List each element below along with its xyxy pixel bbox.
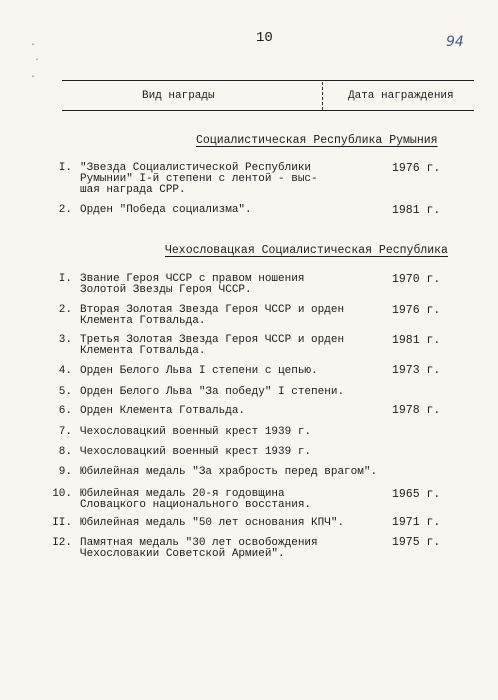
item-number: 7. [58,426,72,438]
section-title-romania: Социалистическая Республика Румыния [196,134,438,147]
item-text-line: Клемента Готвальда. [80,315,206,327]
item-number: 6. [58,405,72,417]
item-number: 2. [58,304,72,316]
item-text-line: Памятная медаль "30 лет освобождения [80,537,318,549]
item-text-line: Звание Героя ЧССР с правом ношения [80,273,305,285]
item-text-line: Румынии" I-й степени с лентой - выс- [80,173,318,185]
table-top-rule [62,80,474,81]
margin-mark: · [30,72,37,83]
item-number: 5. [58,386,72,398]
item-date: 1981 г. [392,334,441,347]
item-number: I2. [52,537,72,549]
item-date: 1978 г. [392,404,441,417]
item-date: 1981 г. [392,204,441,217]
item-date: 1971 г. [392,516,441,529]
item-date: 1976 г. [392,162,441,175]
item-text-line: "Звезда Социалистической Республики [80,162,312,174]
header-column-separator [322,82,323,110]
item-text-line: Клемента Готвальда. [80,345,206,357]
item-number: 10. [52,488,72,500]
item-date: 1973 г. [392,364,441,377]
item-number: I. [58,162,72,174]
item-number: I. [58,273,72,285]
item-number: 3. [58,334,72,346]
item-text-line: Юбилейная медаль "50 лет основания КПЧ". [80,517,345,529]
section-title-czechoslovakia: Чехословацкая Социалистическая Республика [165,244,448,257]
page-number: 10 [256,30,273,46]
item-text-line: Орден Белого Льва "За победу" I степени. [80,386,345,398]
item-text-line: Юбилейная медаль 20-я годовщина [80,488,285,500]
item-number: 2. [58,204,72,216]
margin-mark: · [30,40,37,51]
item-text-line: Третья Золотая Звезда Героя ЧССР и орден [80,334,345,346]
item-text-line: Орден "Победа социализма". [80,204,252,216]
item-text-line: Чехословацкий военный крест 1939 г. [80,446,312,458]
item-text-line: Чехословакии Советской Армией". [80,548,285,560]
item-number: 8. [58,446,72,458]
item-text-line: Золотой Звезды Героя ЧССР. [80,284,252,296]
item-text-line: Орден Клемента Готвальда. [80,405,246,417]
item-text-line: Юбилейная медаль "За храбрость перед врагом". [80,466,378,478]
item-number: 4. [58,365,72,377]
table-header-rule [62,110,474,111]
item-number: II. [52,517,72,529]
item-text-line: Вторая Золотая Звезда Героя ЧССР и орден [80,304,345,316]
item-text-line: Чехословацкий военный крест 1939 г. [80,426,312,438]
margin-mark: · [34,55,41,66]
item-date: 1965 г. [392,488,441,501]
handwritten-page-number: 94 [446,34,464,50]
item-text-line: Орден Белого Льва I степени с цепью. [80,365,318,377]
item-date: 1975 г. [392,536,441,549]
item-text-line: Словацкого национального восстания. [80,499,312,511]
item-date: 1976 г. [392,304,441,317]
header-award-type: Вид награды [142,90,215,102]
item-text-line: шая награда СРР. [80,184,186,196]
item-number: 9. [58,466,72,478]
item-date: 1970 г. [392,273,441,286]
header-award-date: Дата награждения [348,90,454,102]
